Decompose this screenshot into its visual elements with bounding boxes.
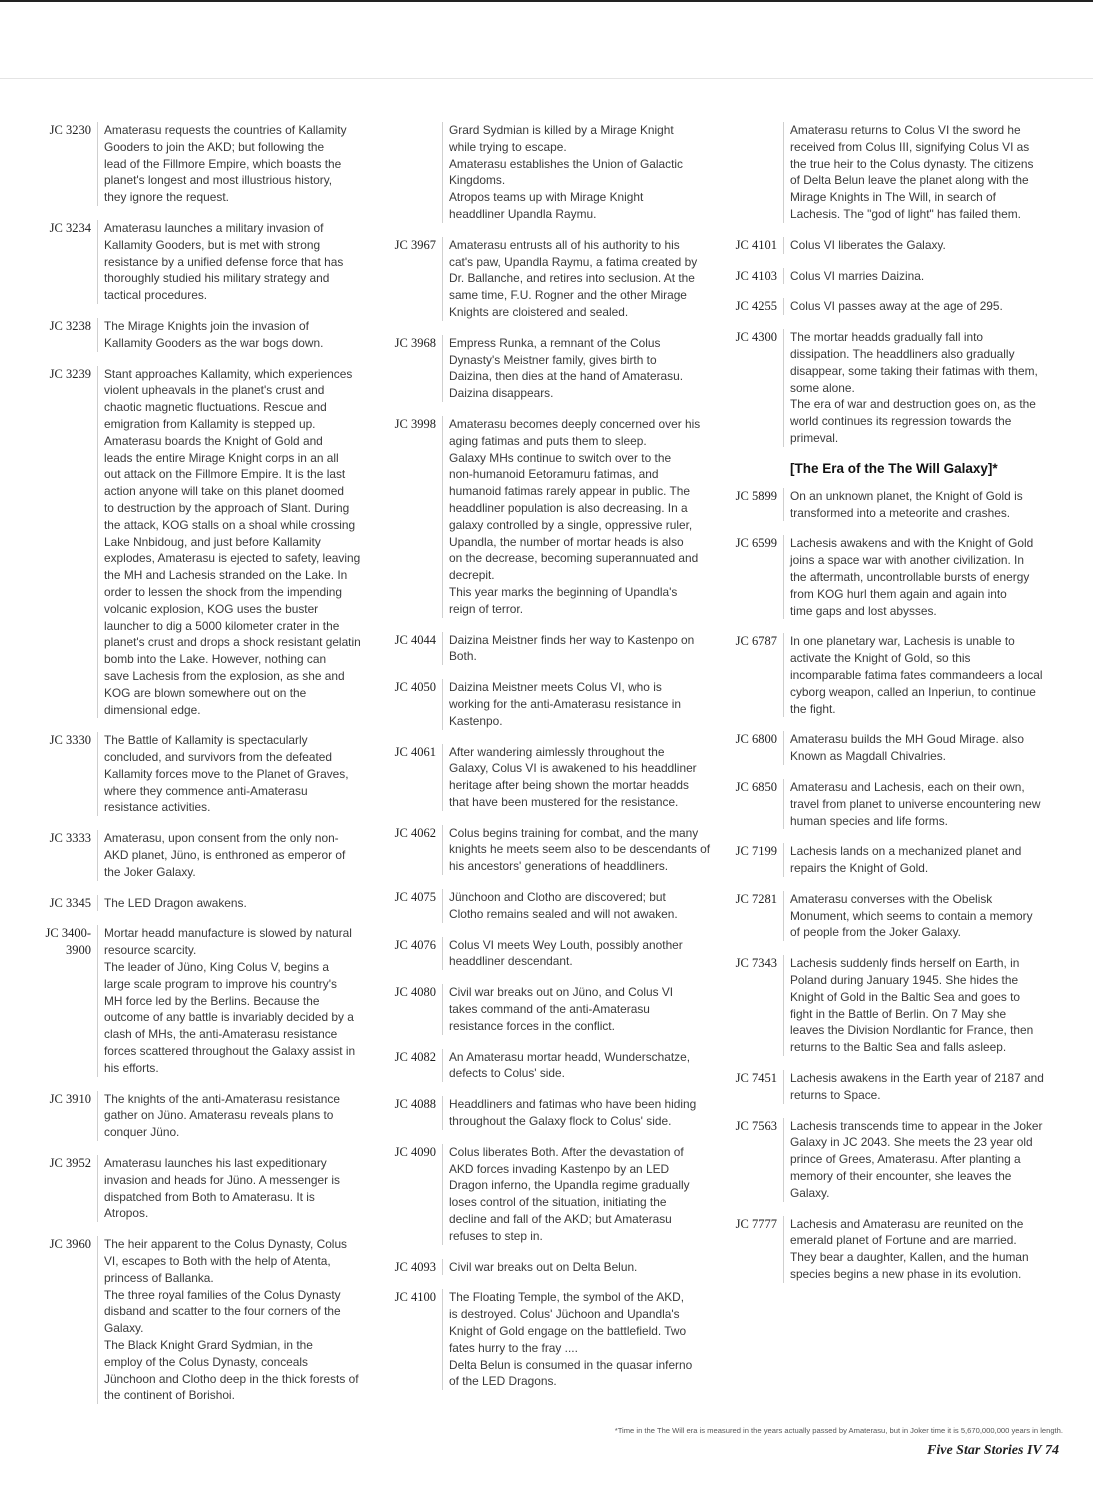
entry-year: JC 4255 <box>722 298 784 315</box>
entry-text: The LED Dragon awakens. <box>104 895 247 910</box>
entry-year: JC 3238 <box>20 318 98 352</box>
entry-year: JC 6850 <box>722 779 784 829</box>
entry-year: JC 4103 <box>722 268 784 285</box>
entry-text: Lachesis and Amaterasu are reunited on the emerald planet of Fortune and are married. They bear a daughter, Kallen, and the human species begins a new phase in its evolution. <box>790 1216 1029 1282</box>
entry-year: JC 7563 <box>722 1118 784 1202</box>
entry-text: Headdliners and fatimas who have been hiding throughout the Galaxy flock to Colus' side. <box>449 1097 697 1129</box>
timeline-entry <box>722 891 1067 941</box>
timeline-entry <box>375 335 727 402</box>
entry-year: JC 3998 <box>375 416 443 618</box>
entry-text: Colus VI liberates the Galaxy. <box>790 237 946 252</box>
timeline-entry <box>20 1236 375 1404</box>
entry-text: Amaterasu converses with the Obelisk Monument, which seems to contain a memory of people from the Joker Galaxy. <box>790 891 1033 940</box>
entry-text: Lachesis lands on a mechanized planet and repairs the Knight of Gold. <box>790 844 1022 876</box>
entry-text: Daizina Meistner finds her way to Kastenpo on Both. <box>449 632 695 664</box>
entry-year: JC 4080 <box>375 984 443 1034</box>
timeline-entry <box>20 830 375 880</box>
entry-text: Lachesis awakens and with the Knight of Gold joins a space war with another civilization. In the aftermath, uncontrollable bursts of energy from KOG hurl them again and again into time gaps and lost abysses. <box>790 536 1034 618</box>
entry-text: Amaterasu, upon consent from the only non- AKD planet, Jüno, is enthroned as emperor of the Joker Galaxy. <box>104 831 346 879</box>
entry-year: JC 7199 <box>722 843 784 877</box>
entry-text: Lachesis transcends time to appear in the Joker Galaxy in JC 2043. She meets the 23 year old prince of Grees, Amaterasu. After planting a memory of their encounter, she leaves the Galaxy. <box>790 1118 1043 1200</box>
entry-year: JC 4050 <box>375 679 443 729</box>
timeline-entry <box>375 416 727 618</box>
timeline-entry <box>722 1070 1067 1104</box>
timeline-entry <box>20 1155 375 1222</box>
footnote: *Time in the The Will era is measured in the years actually passed by Amaterasu, but in Joker time it is 5,670,000,000 years in length. <box>614 1426 1063 1435</box>
timeline-entry <box>20 122 375 206</box>
timeline-entry <box>722 779 1067 829</box>
timeline-entry <box>375 632 727 666</box>
timeline-entry <box>375 1049 727 1083</box>
timeline-entry <box>722 329 1067 447</box>
entry-year: JC 4090 <box>375 1144 443 1245</box>
entry-text: The Floating Temple, the symbol of the AKD, is destroyed. Colus' Jüchoon and Upandla's Knight of Gold engage on the battlefield. Two fates hurry to the fray .... Delta Belun is consumed in the quasar inferno of the LED Dragons. <box>449 1290 693 1389</box>
timeline-entry <box>375 1259 727 1276</box>
entry-year: JC 3333 <box>20 830 98 880</box>
entry-year: JC 7281 <box>722 891 784 941</box>
entry-year: JC 4093 <box>375 1259 443 1276</box>
entry-year: JC 3230 <box>20 122 98 206</box>
timeline-entry <box>20 366 375 719</box>
entry-year: JC 3330 <box>20 732 98 816</box>
entry-text: Colus begins training for combat, and the many knights he meets seem also to be descendants of his ancestors' generations of headdliners. <box>449 825 711 874</box>
entry-year: JC 3960 <box>20 1236 98 1404</box>
entry-year: JC 4062 <box>375 825 443 875</box>
entry-year <box>375 122 443 223</box>
entry-year: JC 3910 <box>20 1091 98 1141</box>
timeline-entry <box>375 1289 727 1390</box>
entry-year: JC 4300 <box>722 329 784 447</box>
header-divider <box>0 78 1093 79</box>
entry-text: Amaterasu entrusts all of his authority to his cat's paw, Upandla Raymu, a fatima created by Dr. Ballanche, and retires into seclusion. At the same time, F.U. Rogner and the other Mirage Knights are cloistered and sealed. <box>449 237 698 319</box>
entry-text: The mortar headds gradually fall into dissipation. The headdliners also gradually disappear, some taking their fatimas with them, some alone. The era of war and destruction goes on, as the world continues its regression towards the primeval. <box>790 330 1038 445</box>
entry-text: Stant approaches Kallamity, which experiences violent upheavals in the planet's crust and chaotic magnetic fluctuations. Rescue and emigration from Kallamity is stepped up. Amaterasu boards the Knight of Gold and leads the entire Mirage Knight corps in an all out attack on the Fillmore Empire. It is the last action anyone will take on this planet doomed to destruction by the approach of Slant. During the attack, KOG stalls on a shoal while crossing Lake Nnbidoug, and just before Kallamity explodes, Amaterasu is ejected to safety, leaving the MH and Lachesis stranded on the Lake. In order to lessen the shock from the impending volcanic explosion, KOG uses the buster launcher to dig a 5000 kilometer crater in the planet's crust and drops a shock resistant gelatin bomb into the Lake. However, nothing can save Lachesis from the explosion, as she and KOG are blown somewhere out on the dimensional edge. <box>104 366 361 717</box>
entry-text: An Amaterasu mortar headd, Wunderschatze, defects to Colus' side. <box>449 1049 691 1081</box>
timeline-entry <box>722 1216 1067 1283</box>
timeline-entry <box>722 237 1067 254</box>
entry-text: Lachesis suddenly finds herself on Earth, in Poland during January 1945. She hides the Knight of Gold in the Baltic Sea and goes to fight in the Battle of Berlin. On 7 May she leaves the Division Nordlantic for France, then returns to the Baltic Sea and falls asleep. <box>790 956 1034 1055</box>
entry-text: The knights of the anti-Amaterasu resistance gather on Jüno. Amaterasu reveals plans to conquer Jüno. <box>104 1091 340 1140</box>
timeline-entry <box>722 633 1067 717</box>
entry-year <box>722 122 784 223</box>
timeline-entry <box>722 731 1067 765</box>
timeline-entry <box>375 937 727 971</box>
timeline-entry <box>722 1118 1067 1202</box>
era-heading: [The Era of the The Will Galaxy]* <box>790 460 998 476</box>
entry-text: Daizina Meistner meets Colus VI, who is working for the anti-Amaterasu resistance in Kastenpo. <box>449 680 681 728</box>
timeline-entry <box>375 122 727 223</box>
entry-text: The heir apparent to the Colus Dynasty, Colus VI, escapes to Both with the help of Atenta, princess of Ballanka. The three royal families of the Colus Dynasty disband and scatter to the four corners of the Galaxy. The Black Knight Grard Sydmian, in the employ of the Colus Dynasty, conceals Jünchoon and Clotho deep in the thick forests of the continent of Borishoi. <box>104 1237 359 1403</box>
timeline-entry <box>722 488 1067 522</box>
entry-text: Amaterasu launches his last expeditionary invasion and heads for Jüno. A messenger is dispatched from Both to Amaterasu. It is Atropos. <box>104 1156 340 1221</box>
entry-year: JC 6787 <box>722 633 784 717</box>
entry-year: JC 3967 <box>375 237 443 321</box>
entry-year: JC 4101 <box>722 237 784 254</box>
entry-year: JC 7343 <box>722 955 784 1056</box>
entry-text: Amaterasu builds the MH Goud Mirage. also Known as Magdall Chivalries. <box>790 732 1024 764</box>
entry-year: JC 4061 <box>375 744 443 811</box>
timeline-column-3-upper <box>722 122 1067 447</box>
entry-year: JC 4100 <box>375 1289 443 1390</box>
timeline-entry <box>375 1096 727 1130</box>
entry-text: Civil war breaks out on Jüno, and Colus VI takes command of the anti-Amaterasu resistance forces in the conflict. <box>449 985 674 1033</box>
entry-text: Amaterasu and Lachesis, each on their own, travel from planet to universe encountering new human species and life forms. <box>790 779 1041 828</box>
timeline-column-3 <box>722 122 1067 1297</box>
timeline-column-2 <box>375 122 727 1404</box>
entry-text: Jünchoon and Clotho are discovered; but Clotho remains sealed and will not awaken. <box>449 890 678 921</box>
timeline-entry <box>722 298 1067 315</box>
entry-text: On an unknown planet, the Knight of Gold is transformed into a meteorite and crashes. <box>790 488 1023 520</box>
entry-text: Colus VI marries Daizina. <box>790 268 925 283</box>
entry-year: JC 4088 <box>375 1096 443 1130</box>
entry-text: Lachesis awakens in the Earth year of 2187 and returns to Space. <box>790 1071 1044 1102</box>
entry-text: Mortar headd manufacture is slowed by natural resource scarcity. The leader of Jüno, King Colus V, begins a large scale program to improve his country's MH force led by the Berlins. Because the outcome of any battle is invariably decided by a clash of MHs, the anti-Amaterasu resistance forces scattered throughout the Galaxy assist in his efforts. <box>104 926 356 1075</box>
entry-year: JC 3952 <box>20 1155 98 1222</box>
timeline-entry <box>20 732 375 816</box>
timeline-entry <box>722 535 1067 619</box>
entry-text: Amaterasu becomes deeply concerned over his aging fatimas and puts them to sleep. Galaxy MHs continue to switch over to the non-humanoid Eetoramuru fatimas, and humanoid fatimas rarely appear in public. The headdliner population is also decreasing. In a galaxy controlled by a single, oppressive ruler, Upandla, the number of mortar heads is also on the decrease, becoming superannuated and decrepit. This year marks the beginning of Upandla's reign of terror. <box>449 416 701 616</box>
entry-text: Colus VI passes away at the age of 295. <box>790 299 1003 314</box>
timeline-entry <box>20 925 375 1076</box>
entry-text: In one planetary war, Lachesis is unable to activate the Knight of Gold, so this incomparable fatima fates commandeers a local cyborg weapon, called an Inperiun, to continue the fight. <box>790 634 1043 716</box>
timeline-entry <box>20 220 375 304</box>
entry-text: Empress Runka, a remnant of the Colus Dynasty's Meistner family, gives birth to Daizina, then dies at the hand of Amaterasu. Daizina disappears. <box>449 335 683 401</box>
entry-year: JC 4076 <box>375 937 443 971</box>
entry-text: Colus VI meets Wey Louth, possibly another headdliner descendant. <box>449 937 683 969</box>
entry-text: Grard Sydmian is killed by a Mirage Knight while trying to escape. Amaterasu establishes the Union of Galactic Kingdoms. Atropos teams up with Mirage Knight headdliner Upandla Raymu. <box>449 123 683 221</box>
timeline-entry <box>375 744 727 811</box>
page-footer: Five Star Stories IV 74 <box>927 1443 1059 1458</box>
entry-text: The Battle of Kallamity is spectacularly concluded, and survivors from the defeated Kallamity forces move to the Planet of Graves, where they commence anti-Amaterasu resistance activities. <box>104 733 349 815</box>
entry-year: JC 4044 <box>375 632 443 666</box>
timeline-entry <box>375 237 727 321</box>
entry-text: Amaterasu requests the countries of Kallamity Gooders to join the AKD; but following the lead of the Fillmore Empire, which boasts the planet's longest and most illustrious history, they ignore the request. <box>104 123 347 205</box>
entry-text: Civil war breaks out on Delta Belun. <box>449 1259 638 1274</box>
entry-year: JC 3400- 3900 <box>20 925 98 1076</box>
entry-text: Amaterasu returns to Colus VI the sword he received from Colus III, signifying Colus VI as the true heir to the Colus dynasty. The citizens of Delta Belun leave the planet along with the Mirage Knights in The Will, in search of Lachesis. The "god of light" has failed them. <box>790 123 1034 221</box>
entry-year: JC 6800 <box>722 731 784 765</box>
entry-year: JC 3239 <box>20 366 98 719</box>
entry-year: JC 5899 <box>722 488 784 522</box>
timeline-entry <box>20 1091 375 1141</box>
top-border-rule <box>0 0 1093 2</box>
entry-text: Amaterasu launches a military invasion of Kallamity Gooders, but is met with strong resistance by a unified defense force that has thoroughly studied his military strategy and tactical procedures. <box>104 220 344 303</box>
timeline-entry <box>20 895 375 912</box>
timeline-entry <box>375 679 727 729</box>
timeline-column-3-lower <box>722 488 1067 1283</box>
entry-year: JC 3968 <box>375 335 443 402</box>
entry-text: After wandering aimlessly throughout the Galaxy, Colus VI is awakened to his headdliner heritage after being shown the mortar headds that have been mustered for the resistance. <box>449 744 697 809</box>
timeline-entry <box>722 122 1067 223</box>
timeline-entry <box>375 825 727 875</box>
timeline-entry <box>722 268 1067 285</box>
timeline-entry <box>375 984 727 1034</box>
entry-year: JC 6599 <box>722 535 784 619</box>
entry-year: JC 4082 <box>375 1049 443 1083</box>
entry-year: JC 4075 <box>375 889 443 923</box>
timeline-entry <box>375 1144 727 1245</box>
timeline-entry <box>375 889 727 923</box>
entry-text: The Mirage Knights join the invasion of Kallamity Gooders as the war bogs down. <box>104 318 324 350</box>
entry-year: JC 7777 <box>722 1216 784 1283</box>
entry-year: JC 7451 <box>722 1070 784 1104</box>
timeline-entry <box>722 843 1067 877</box>
entry-year: JC 3234 <box>20 220 98 304</box>
entry-text: Colus liberates Both. After the devastation of AKD forces invading Kastenpo by an LED Dragon inferno, the Upandla regime gradually loses control of the situation, initiating the decline and fall of the AKD; but Amaterasu refuses to step in. <box>449 1144 690 1243</box>
timeline-entry <box>722 955 1067 1056</box>
timeline-entry <box>20 318 375 352</box>
timeline-column-1 <box>20 122 375 1418</box>
entry-year: JC 3345 <box>20 895 98 912</box>
